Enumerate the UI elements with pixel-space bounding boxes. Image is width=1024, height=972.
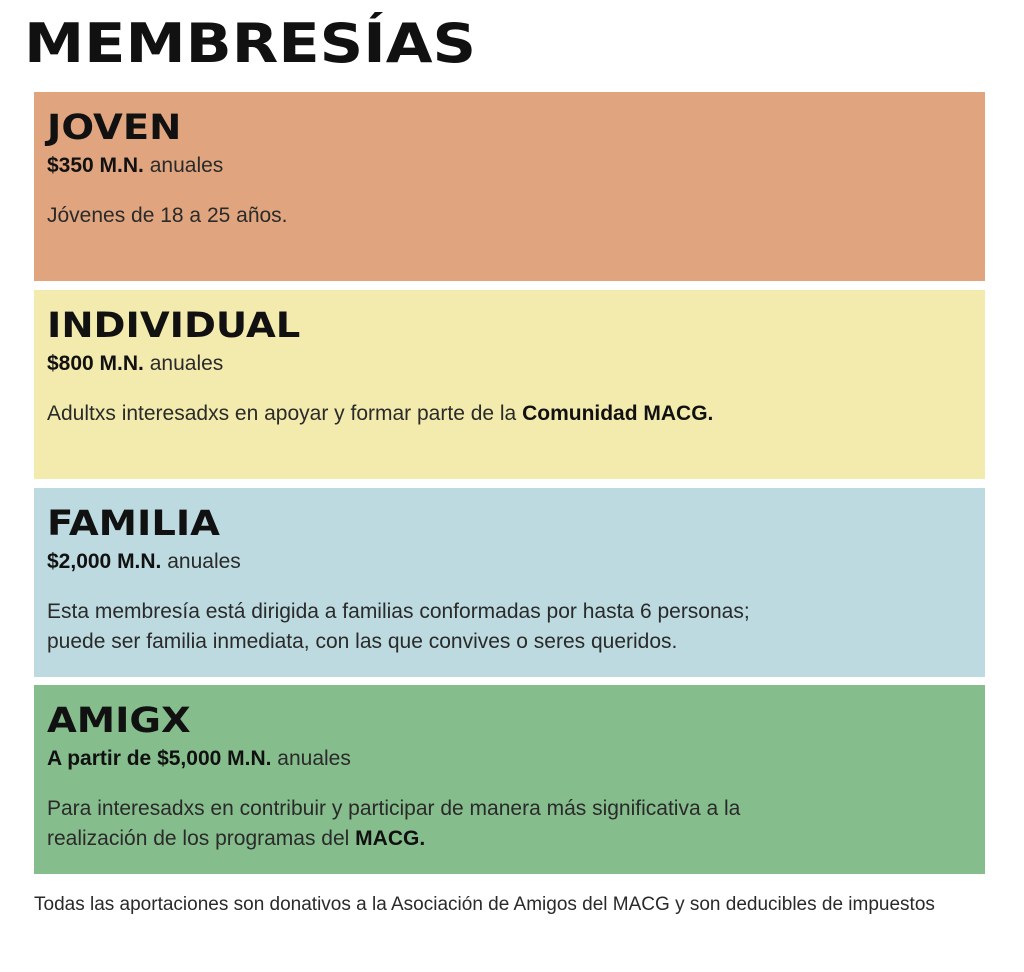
membership-description-line: Esta membresía está dirigida a familias conformadas por hasta 6 personas; [47, 600, 750, 623]
page-title: MEMBRESÍAS [24, 12, 477, 75]
membership-name: JOVEN [47, 108, 182, 148]
membership-price-period: anuales [143, 154, 224, 177]
membership-name: AMIGX [47, 701, 191, 741]
membership-price-amount: A partir de $5,000 M.N. [47, 747, 272, 770]
membership-name: INDIVIDUAL [47, 306, 301, 346]
membership-price-period: anuales [143, 352, 224, 375]
membership-description-line: puede ser familia inmediata, con las que convives o seres queridos. [47, 630, 678, 653]
membership-price-amount: $350 M.N. [47, 154, 144, 177]
membership-description-text: Adultxs interesadxs en apoyar y formar parte de la [47, 402, 523, 425]
membership-price-period: anuales [271, 747, 351, 770]
membership-card-individual [34, 290, 985, 479]
membership-description-text: realización de los programas del [47, 827, 356, 850]
membership-card-amigx [34, 685, 985, 874]
membership-card-joven [34, 92, 985, 281]
membership-card-familia [34, 488, 985, 677]
footnote: Todas las aportaciones son donativos a la Asociación de Amigos del MACG y son deducibles de impuestos [34, 894, 935, 915]
membership-name: FAMILIA [47, 504, 220, 544]
membership-description-line: Para interesadxs en contribuir y participar de manera más significativa a la [47, 797, 741, 820]
membership-price [47, 350, 223, 378]
membership-price-amount: $800 M.N. [47, 352, 144, 375]
membership-price [47, 548, 241, 576]
membership-price-amount: $2,000 M.N. [47, 550, 162, 573]
membership-description: Jóvenes de 18 a 25 años. [47, 204, 288, 227]
membership-price-period: anuales [161, 550, 241, 573]
membership-description [47, 597, 947, 657]
membership-price [47, 152, 223, 180]
membership-description-emphasis: MACG. [355, 827, 426, 850]
membership-description [47, 399, 947, 429]
membership-description-line [47, 824, 947, 854]
membership-description-emphasis: Comunidad MACG. [522, 402, 714, 425]
membership-description [47, 794, 947, 854]
membership-price [47, 745, 351, 773]
